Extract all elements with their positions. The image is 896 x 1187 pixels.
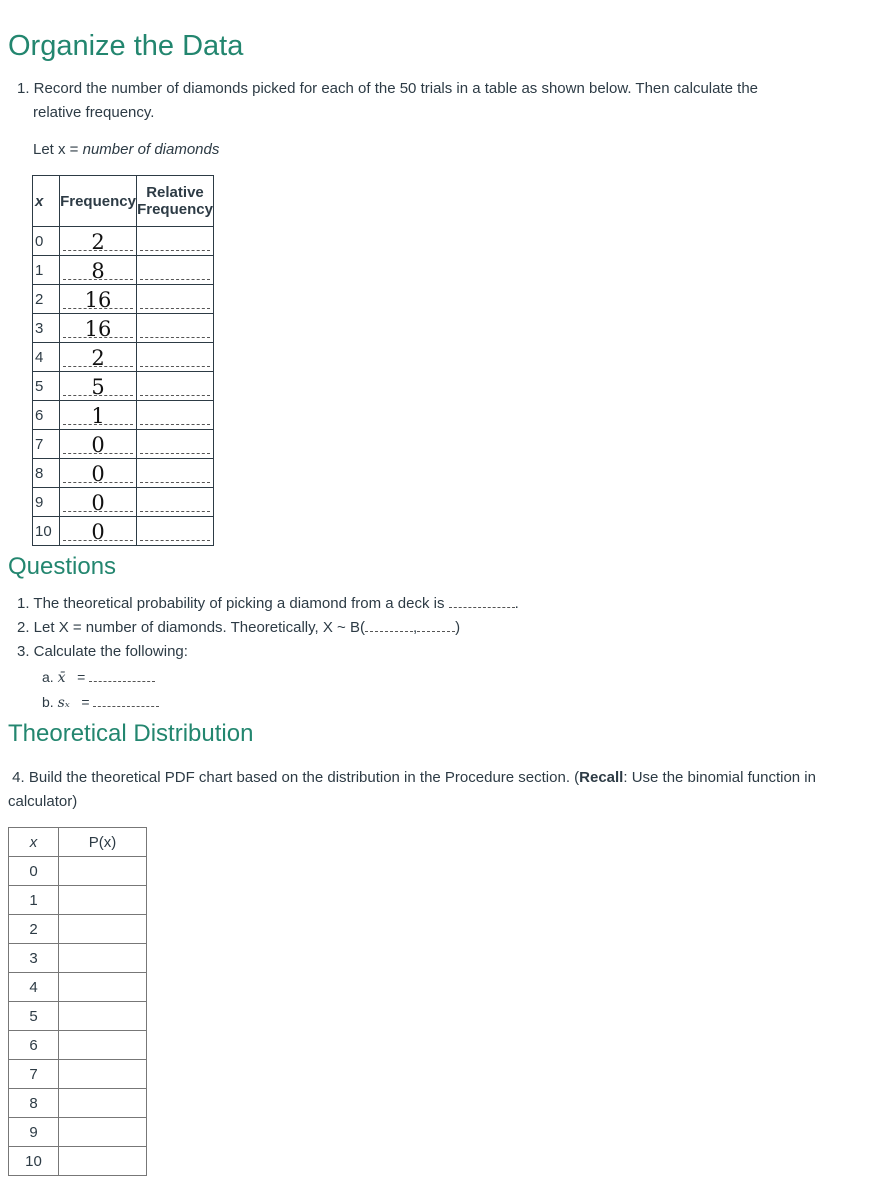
table-row xyxy=(9,973,147,1002)
handwritten-frequency: 0 xyxy=(91,520,105,544)
section-title-theoretical: Theoretical Distribution xyxy=(8,720,254,747)
cell-relative-frequency[interactable] xyxy=(137,488,214,517)
section-title-questions: Questions xyxy=(8,553,117,580)
handwritten-frequency: 16 xyxy=(84,317,112,341)
cell-x: 10 xyxy=(33,517,60,546)
cell-x: 9 xyxy=(33,488,60,517)
question-item: 2. Let X = number of diamonds. Theoretically, X ~ B( , ) xyxy=(17,619,461,636)
cell-relative-frequency[interactable] xyxy=(137,430,214,459)
header-x: x xyxy=(9,828,59,857)
cell-x: 7 xyxy=(9,1060,59,1089)
cell-px[interactable] xyxy=(59,944,147,973)
table-row xyxy=(33,285,214,314)
cell-px[interactable] xyxy=(59,1002,147,1031)
cell-px[interactable] xyxy=(59,1118,147,1147)
table-row xyxy=(33,430,214,459)
answer-blank-std[interactable] xyxy=(93,692,159,707)
cell-x: 4 xyxy=(33,343,60,372)
table-row xyxy=(9,1060,147,1089)
handwritten-frequency: 0 xyxy=(91,491,105,515)
cell-relative-frequency[interactable] xyxy=(137,256,214,285)
pdf-table xyxy=(8,827,147,1176)
header-x: x xyxy=(33,176,60,227)
cell-px[interactable] xyxy=(59,915,147,944)
table-row xyxy=(33,401,214,430)
header-px: P(x) xyxy=(59,828,147,857)
table-row xyxy=(9,886,147,915)
question-1-continuation: relative frequency. xyxy=(33,104,155,121)
cell-x: 2 xyxy=(33,285,60,314)
cell-x: 6 xyxy=(33,401,60,430)
handwritten-frequency: 5 xyxy=(91,375,105,399)
table-row xyxy=(9,944,147,973)
sub-question-a: a. x̄ = xyxy=(42,665,159,690)
cell-x: 3 xyxy=(9,944,59,973)
cell-px[interactable] xyxy=(59,1089,147,1118)
cell-relative-frequency[interactable] xyxy=(137,372,214,401)
cell-relative-frequency[interactable] xyxy=(137,401,214,430)
answer-blank-mean[interactable] xyxy=(89,667,155,682)
table-row xyxy=(33,256,214,285)
table-row xyxy=(33,459,214,488)
answer-blank-p[interactable] xyxy=(417,617,455,632)
sub-question-b: b. sₓ = xyxy=(42,690,159,715)
cell-x: 1 xyxy=(33,256,60,285)
cell-x: 8 xyxy=(9,1089,59,1118)
cell-x: 4 xyxy=(9,973,59,1002)
header-frequency: Frequency xyxy=(60,176,137,227)
cell-frequency[interactable] xyxy=(60,285,137,314)
cell-px[interactable] xyxy=(59,1031,147,1060)
cell-x: 6 xyxy=(9,1031,59,1060)
sub-question-list xyxy=(42,665,159,715)
variable-definition-prefix: Let x = xyxy=(33,141,83,158)
handwritten-frequency: 0 xyxy=(91,462,105,486)
question-1-text: 1. Record the number of diamonds picked for each of the 50 trials in a table as shown below. Then calculate the xyxy=(17,80,758,97)
cell-frequency[interactable] xyxy=(60,227,137,256)
cell-frequency[interactable] xyxy=(60,488,137,517)
std-symbol: sₓ xyxy=(57,695,70,711)
handwritten-frequency: 2 xyxy=(91,230,105,254)
cell-x: 1 xyxy=(9,886,59,915)
cell-frequency[interactable] xyxy=(60,430,137,459)
table-row xyxy=(9,857,147,886)
cell-x: 5 xyxy=(33,372,60,401)
table-row xyxy=(9,1118,147,1147)
cell-x: 8 xyxy=(33,459,60,488)
cell-frequency[interactable] xyxy=(60,314,137,343)
cell-px[interactable] xyxy=(59,1147,147,1176)
table-row xyxy=(9,1089,147,1118)
handwritten-frequency: 2 xyxy=(91,346,105,370)
cell-relative-frequency[interactable] xyxy=(137,517,214,546)
table-row xyxy=(33,517,214,546)
table-row xyxy=(33,488,214,517)
cell-frequency[interactable] xyxy=(60,517,137,546)
handwritten-frequency: 16 xyxy=(84,288,112,312)
cell-px[interactable] xyxy=(59,1060,147,1089)
answer-blank[interactable] xyxy=(449,593,515,608)
question-text: 2. Let X = number of diamonds. Theoretically, X ~ B( xyxy=(17,619,365,636)
cell-x: 7 xyxy=(33,430,60,459)
header-relative-frequency: Relative Frequency xyxy=(137,176,214,227)
cell-frequency[interactable] xyxy=(60,401,137,430)
cell-relative-frequency[interactable] xyxy=(137,343,214,372)
table-row xyxy=(9,915,147,944)
cell-x: 3 xyxy=(33,314,60,343)
frequency-table xyxy=(32,175,214,546)
table-row xyxy=(33,343,214,372)
handwritten-frequency: 1 xyxy=(91,404,105,428)
table-row xyxy=(9,1002,147,1031)
cell-x: 2 xyxy=(9,915,59,944)
question-text: 1. The theoretical probability of picking a diamond from a deck is xyxy=(17,595,445,612)
answer-blank-n[interactable] xyxy=(365,617,413,632)
table-row xyxy=(33,314,214,343)
table-row xyxy=(33,227,214,256)
cell-x: 0 xyxy=(33,227,60,256)
cell-x: 10 xyxy=(9,1147,59,1176)
cell-relative-frequency[interactable] xyxy=(137,314,214,343)
cell-x: 5 xyxy=(9,1002,59,1031)
cell-x: 0 xyxy=(9,857,59,886)
question-4-instructions: 4. Build the theoretical PDF chart based on the distribution in the Procedure section. (Recall: Use the binomial function in calculator) xyxy=(8,769,816,810)
question-1-instructions xyxy=(17,77,817,125)
handwritten-frequency: 8 xyxy=(91,259,105,283)
questions-list xyxy=(17,592,519,664)
cell-px[interactable] xyxy=(59,973,147,1002)
table-row xyxy=(9,1031,147,1060)
cell-frequency[interactable] xyxy=(60,459,137,488)
variable-definition xyxy=(33,138,219,162)
cell-frequency[interactable] xyxy=(60,372,137,401)
question-item: 1. The theoretical probability of picking a diamond from a deck is . xyxy=(17,595,519,612)
question-item: 3. Calculate the following: xyxy=(17,643,188,660)
cell-frequency[interactable] xyxy=(60,343,137,372)
variable-definition-italic: number of diamonds xyxy=(82,141,220,158)
cell-px[interactable] xyxy=(59,886,147,915)
cell-x: 9 xyxy=(9,1118,59,1147)
cell-relative-frequency[interactable] xyxy=(137,227,214,256)
cell-px[interactable] xyxy=(59,857,147,886)
table-row xyxy=(9,1147,147,1176)
section-title-organize: Organize the Data xyxy=(8,30,244,62)
cell-relative-frequency[interactable] xyxy=(137,459,214,488)
table-row xyxy=(33,372,214,401)
cell-relative-frequency[interactable] xyxy=(137,285,214,314)
mean-symbol: x̄ xyxy=(57,670,66,686)
cell-frequency[interactable] xyxy=(60,256,137,285)
handwritten-frequency: 0 xyxy=(91,433,105,457)
